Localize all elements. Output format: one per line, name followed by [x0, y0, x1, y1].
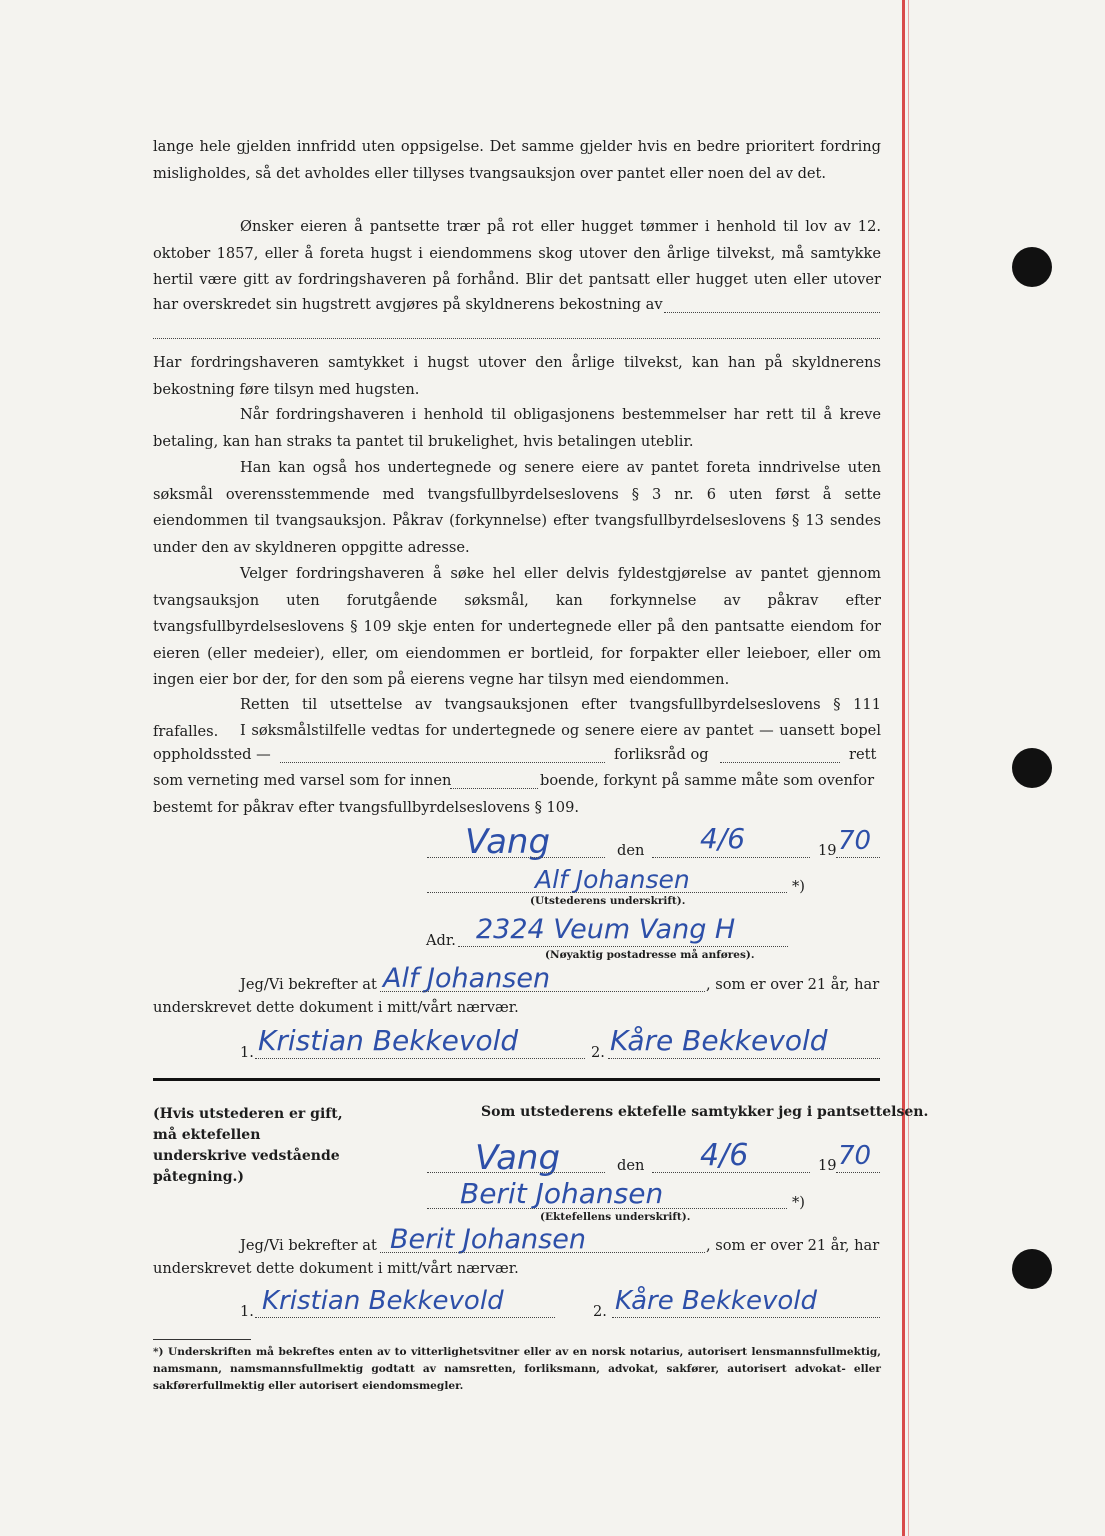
handwritten-date-2: 4/6	[700, 1138, 749, 1173]
blank-line	[836, 857, 880, 858]
footnote-marker-2: *)	[792, 1194, 805, 1211]
paragraph-2: Ønsker eieren å pantsette trær på rot eller hugget tømmer i henhold til lov av 12. oktober 1857, eller å foreta hugst i eiendommens skog utover den årlige tilvekst, må samtykke hertil være gitt av fordringshaveren på forhånd. Blir det pantsatt eller hugget uten eller utover	[153, 218, 881, 288]
year-prefix: 19	[818, 842, 837, 859]
blank-line	[153, 338, 880, 339]
blank-line	[836, 1172, 880, 1173]
punch-hole	[1012, 748, 1052, 788]
handwritten-confirm-name-2: Berit Johansen	[390, 1224, 586, 1255]
red-margin-line	[902, 0, 905, 1536]
blank-line	[608, 1058, 880, 1059]
p8-court: forliksråd og	[614, 746, 709, 763]
paragraph-3: Har fordringshaveren samtykket i hugst utover den årlige tilvekst, kan han på skyldnerens bekostning føre tilsyn med hugsten.	[153, 354, 881, 398]
section-divider	[153, 1078, 880, 1081]
witness-1-num: 1.	[240, 1044, 254, 1061]
adr-label: Adr.	[426, 932, 456, 949]
footnote-marker: *)	[792, 878, 805, 895]
red-margin-line-secondary	[908, 0, 909, 1536]
handwritten-year: 70	[838, 826, 872, 856]
p8-venue-end: boende, forkynt på samme måte som ovenfor	[540, 772, 875, 789]
spouse-note: (Hvis utstederen er gift, må ektefellen underskrive vedstående påtegning.)	[153, 1106, 343, 1185]
witness-2-num: 2.	[591, 1044, 605, 1061]
punch-hole	[1012, 1249, 1052, 1289]
confirm-text-b: Jeg/Vi bekrefter at	[240, 1237, 377, 1254]
punch-hole	[1012, 247, 1052, 287]
blank-line	[458, 946, 788, 947]
p8-court-end: rett	[849, 746, 877, 763]
handwritten-address: 2324 Veum Vang H	[476, 914, 736, 945]
blank-line	[450, 788, 538, 789]
address-caption: (Nøyaktig postadresse må anføres).	[545, 949, 755, 961]
paragraph-4: Når fordringshaveren i henhold til obligasjonens bestemmelser har rett til å kreve betaling, kan han straks ta pantet til brukelighet, hvis betalingen uteblir.	[153, 406, 881, 450]
handwritten-confirm-name: Alf Johansen	[383, 963, 551, 994]
blank-line	[652, 857, 810, 858]
handwritten-year-2: 70	[838, 1141, 872, 1171]
paragraph-5: Han kan også hos undertegnede og senere eiere av pantet foreta inndrivelse uten søksmål overensstemmende med tvangsfullbyrdelseslovens § 3 nr. 6 uten først å sette eiendommen til tvangsauksjon. Påkrav (forkynnelse) efter tvangsfullbyrdelseslovens § 13 sendes under den av skyldneren oppgitte adresse.	[153, 459, 881, 556]
spouse-caption: (Ektefellens underskrift).	[540, 1211, 691, 1223]
handwritten-date: 4/6	[700, 822, 746, 855]
issuer-caption: (Utstederens underskrift).	[530, 895, 686, 907]
blank-line	[380, 991, 705, 992]
witness-2-signature: Kåre Bekkevold	[610, 1024, 828, 1057]
blank-line	[380, 1252, 705, 1253]
confirm-text-2: underskrevet dette dokument i mitt/vårt nærvær.	[153, 999, 519, 1016]
year-prefix-2: 19	[818, 1157, 837, 1174]
blank-line	[664, 312, 880, 313]
footnote: *) Underskriften må bekreftes enten av to vitterlighetsvitner eller av en norsk notarius, autorisert lensmannsfullmektig, namsmann, namsmannsfullmektig godtatt av namsretten, forliksmann, advokat, sakfører, autorisert advokat- eller sakførerfullmektig eller autorisert eiendomsmegler.	[153, 1346, 881, 1392]
blank-line	[427, 1172, 605, 1173]
confirm-text: Jeg/Vi bekrefter at	[240, 976, 377, 993]
blank-line	[255, 1058, 585, 1059]
p8-venue: som verneting med varsel som for innen	[153, 772, 452, 789]
spouse-consent: Som utstederens ektefelle samtykker jeg i pantsettelsen.	[481, 1104, 929, 1120]
paragraph-2-end: har overskredet sin hugstrett avgjøres på skyldnerens bekostning av	[153, 296, 663, 313]
blank-line	[652, 1172, 810, 1173]
confirm-text-b-2: underskrevet dette dokument i mitt/vårt nærvær.	[153, 1260, 519, 1277]
blank-line	[427, 892, 787, 893]
blank-line	[255, 1317, 555, 1318]
witness-1-signature: Kristian Bekkevold	[258, 1024, 519, 1057]
confirm-text-end: , som er over 21 år, har	[706, 976, 880, 993]
den-label-2: den	[617, 1157, 645, 1174]
witness-1-num-2: 1.	[240, 1303, 254, 1320]
witness-1-signature-2: Kristian Bekkevold	[262, 1286, 504, 1316]
p8-residence: oppholdssted —	[153, 746, 271, 763]
blank-line	[720, 762, 840, 763]
signature-spouse: Berit Johansen	[460, 1177, 664, 1210]
paragraph-1: lange hele gjelden innfridd uten oppsigelse. Det samme gjelder hvis en bedre prioritert fordring misligholdes, så det avholdes eller tillyses tvangsauksjon over pantet eller noen del av det.	[153, 138, 881, 182]
witness-2-signature-2: Kåre Bekkevold	[615, 1286, 817, 1316]
confirm-text-b-end: , som er over 21 år, har	[706, 1237, 880, 1254]
den-label: den	[617, 842, 645, 859]
blank-line	[280, 762, 605, 763]
p8-last: bestemt for påkrav efter tvangsfullbyrdelseslovens § 109.	[153, 799, 580, 816]
witness-2-num-2: 2.	[593, 1303, 607, 1320]
paragraph-8: I søksmålstilfelle vedtas for undertegnede og senere eiere av pantet — uansett bopel	[240, 722, 881, 739]
footnote-rule	[153, 1339, 251, 1340]
signature-issuer: Alf Johansen	[535, 865, 690, 894]
handwritten-place: Vang	[465, 822, 551, 862]
paragraph-7: Retten til utsettelse av tvangsauksjonen efter tvangsfullbyrdelseslovens § 111 frafalles.	[153, 696, 881, 740]
handwritten-place-2: Vang	[475, 1138, 561, 1178]
blank-line	[427, 857, 605, 858]
blank-line	[427, 1208, 787, 1209]
blank-line	[612, 1317, 880, 1318]
paragraph-6: Velger fordringshaveren å søke hel eller delvis fyldestgjørelse av pantet gjennom tvangsauksjon uten forutgående søksmål, kan forkynnelse av påkrav efter tvangsfullbyrdelseslovens § 109 skje enten for undertegnede eller på den pantsatte eiendom for eieren (eller medeier), eller, om eiendommen er bortleid, for forpakter eller leieboer, eller om ingen eier bor der, for den som på eierens vegne har tilsyn med eiendommen.	[153, 565, 881, 688]
